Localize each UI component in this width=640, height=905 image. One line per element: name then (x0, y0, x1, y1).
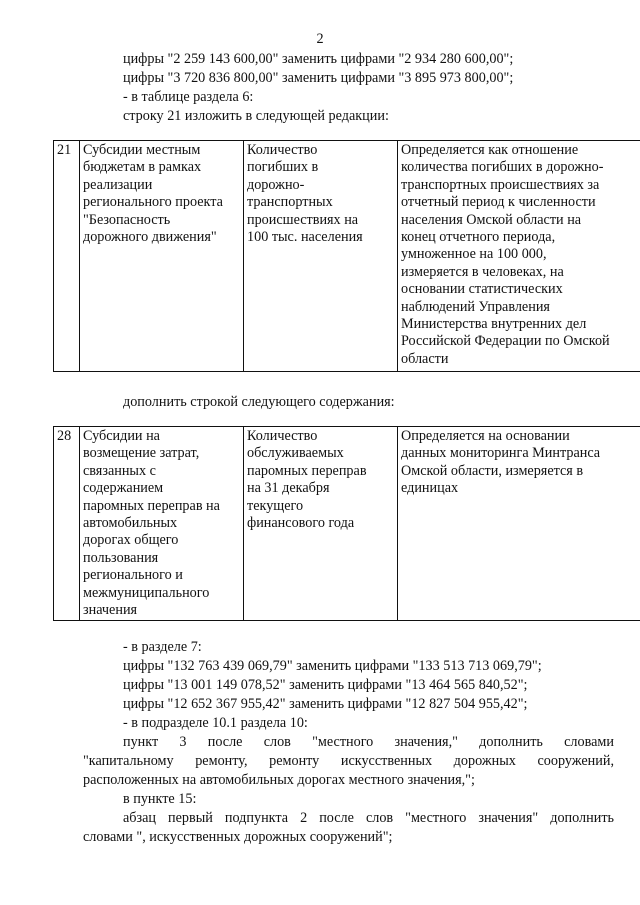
tail-line-1: - в разделе 7: (123, 639, 202, 655)
tail-line-4: цифры "12 652 367 955,42" заменить цифрами "12 827 504 955,42"; (123, 696, 528, 712)
intro-line-2: цифры "3 720 836 800,00" заменить цифрами "3 895 973 800,00"; (123, 70, 514, 86)
table-row-21 (53, 140, 640, 372)
intro-line-3: - в таблице раздела 6: (123, 89, 254, 105)
table-row (54, 141, 640, 372)
item15-line: в пункте 15: (123, 791, 197, 807)
item3-line-3: расположенных на автомобильных дорогах местного значения,"; (83, 772, 475, 788)
page-number: 2 (316, 31, 324, 47)
item3-line-2: "капитальному ремонту, ремонту искусственных дорожных сооружений, (83, 753, 614, 769)
row-number: 21 (54, 141, 80, 372)
row-number: 28 (54, 427, 80, 621)
row-name: Субсидии местным бюджетам в рамках реализации регионального проекта "Безопасность дорожного движения" (80, 141, 244, 372)
row-name: Субсидии на возмещение затрат, связанных с содержанием паромных переправ на автомобильных дорогах общего пользования регионального и межмуниципального значения (80, 427, 244, 621)
item3-line-1: пункт 3 после слов "местного значения," дополнить словами (123, 734, 614, 750)
tail-line-5: - в подразделе 10.1 раздела 10: (123, 715, 308, 731)
tail-line-3: цифры "13 001 149 078,52" заменить цифрами "13 464 565 840,52"; (123, 677, 528, 693)
item15-line-1: абзац первый подпункта 2 после слов "местного значения" дополнить (123, 810, 614, 826)
tail-line-2: цифры "132 763 439 069,79" заменить цифрами "133 513 713 069,79"; (123, 658, 542, 674)
intro-line-1: цифры "2 259 143 600,00" заменить цифрами "2 934 280 600,00"; (123, 51, 514, 67)
row-description: Определяется как отношение количества погибших в дорожно- транспортных происшествиях за отчетный период к численности населения Омской области на конец отчетного периода, умноженное на 100 000, измеряется в человеках, на основании статистических наблюдений Управления Министерства внутренних дел Российской Федерации по Омской области (398, 141, 640, 372)
row-indicator: Количество погибших в дорожно- транспортных происшествиях на 100 тыс. населения (244, 141, 398, 372)
intro-line-4: строку 21 изложить в следующей редакции: (123, 108, 389, 124)
row-indicator: Количество обслуживаемых паромных переправ на 31 декабря текущего финансового года (244, 427, 398, 621)
row-description: Определяется на основании данных мониторинга Минтранса Омской области, измеряется в единицах (398, 427, 640, 621)
table-row-28 (53, 426, 640, 621)
table-row (54, 427, 640, 621)
middle-line: дополнить строкой следующего содержания: (123, 394, 395, 410)
item15-line-2: словами ", искусственных дорожных сооружений"; (83, 829, 393, 845)
